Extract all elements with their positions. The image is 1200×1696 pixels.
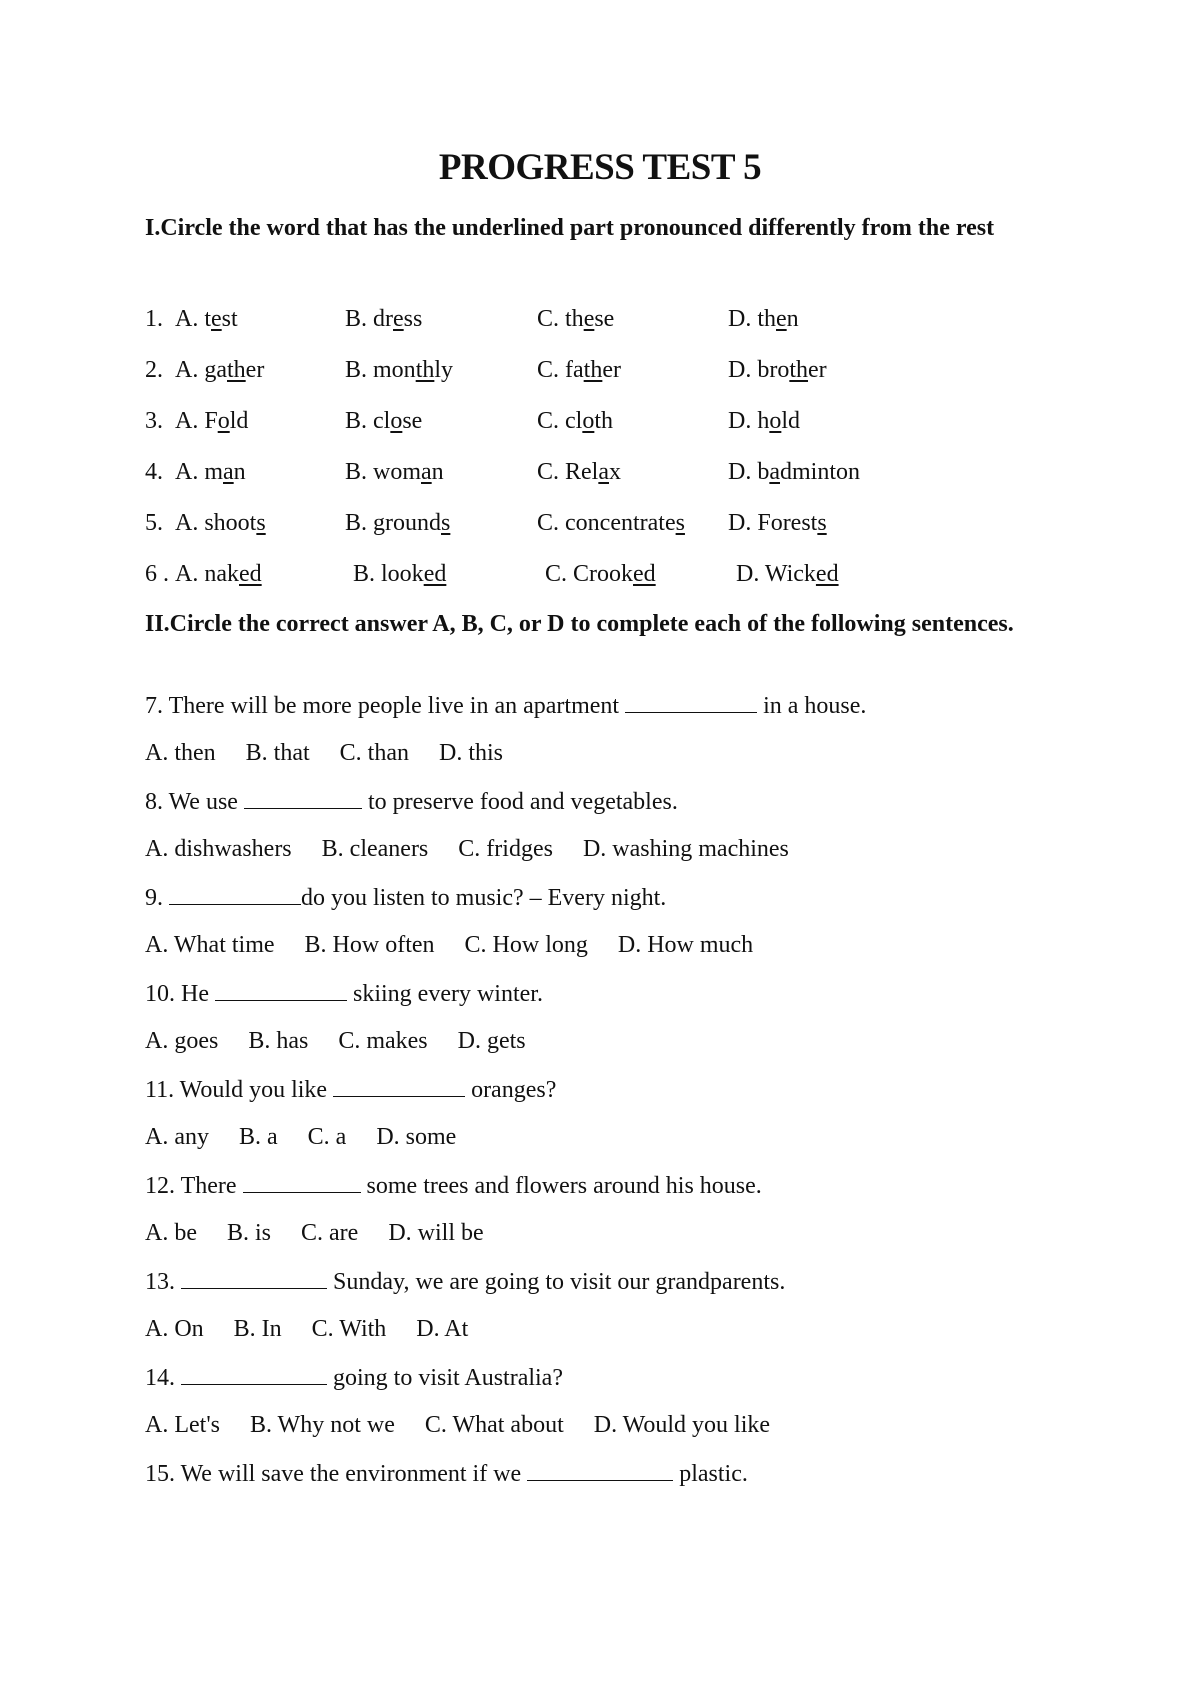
word-part: ld (229, 408, 249, 434)
answer-option[interactable]: B. has (248, 1028, 309, 1054)
question-sentence (145, 882, 1105, 913)
word-part: n (431, 459, 444, 485)
underlined-part: a (598, 459, 609, 485)
word-part: fa (565, 357, 584, 383)
answer-option[interactable]: D. Would you like (593, 1412, 771, 1438)
answer-option[interactable] (537, 355, 621, 385)
underlined-part: ed (815, 561, 839, 587)
answer-option[interactable] (345, 457, 444, 487)
answer-option[interactable] (345, 355, 453, 385)
answer-options (145, 738, 1105, 768)
option-letter: A. (175, 561, 205, 587)
option-letter: B. (345, 306, 374, 332)
option-letter: A. (175, 306, 205, 332)
answer-option[interactable] (728, 508, 827, 538)
word-part: Wick (764, 561, 816, 587)
answer-option[interactable] (175, 508, 266, 538)
answer-option[interactable] (175, 304, 238, 334)
sentence-end: skiing every winter. (346, 981, 543, 1007)
word-part: er (602, 357, 621, 383)
option-letter: D. (728, 306, 758, 332)
word-part: t (204, 306, 212, 332)
sentence-start: 14. (145, 1365, 181, 1391)
answer-option[interactable]: B. In (233, 1316, 282, 1342)
option-letter: B. (345, 357, 374, 383)
word-part: se (594, 306, 615, 332)
option-letter: B. (353, 561, 382, 587)
word-part: shoot (204, 510, 257, 536)
option-letter: D. (728, 510, 758, 536)
sentence-end: plastic. (673, 1461, 748, 1487)
sentence-end: to preserve food and vegetables. (361, 789, 678, 815)
underlined-part: th (415, 357, 435, 383)
option-letter: B. (345, 459, 374, 485)
answer-option[interactable]: C. With (311, 1316, 387, 1342)
question-sentence (145, 1362, 1105, 1393)
answer-option[interactable] (175, 457, 246, 487)
underlined-part: a (421, 459, 432, 485)
question-sentence (145, 1266, 1105, 1297)
sentence-start: 12. There (145, 1173, 243, 1199)
underlined-part: e (583, 306, 595, 332)
word-part: th (757, 306, 777, 332)
underlined-part: s (441, 510, 451, 536)
word-part: se (402, 408, 423, 434)
word-part: F (204, 408, 218, 434)
option-letter: A. (175, 357, 205, 383)
answer-option[interactable] (345, 406, 422, 436)
sentence-start: 9. (145, 885, 169, 911)
answer-option[interactable]: C. a (307, 1124, 347, 1150)
question-number: 4. (145, 459, 163, 485)
question-sentence (145, 1458, 1105, 1489)
option-letter: B. (345, 510, 374, 536)
answer-options (145, 1410, 1105, 1440)
answer-option[interactable] (537, 406, 613, 436)
answer-option[interactable] (736, 559, 839, 589)
word-part: ly (434, 357, 454, 383)
answer-option[interactable]: A. then (145, 740, 216, 766)
sentence-start: 15. We will save the environment if we (145, 1461, 528, 1487)
section-1-heading: I.Circle the word that has the underlined part pronounced differently from the rest (145, 215, 995, 241)
underlined-part: s (675, 510, 685, 536)
word-part: er (245, 357, 265, 383)
underlined-part: ed (239, 561, 262, 587)
sentence-start: 7. There will be more people live in an apartment (145, 693, 626, 719)
answer-blank[interactable] (333, 1074, 465, 1097)
sentence-end: oranges? (465, 1077, 557, 1103)
option-letter: C. (537, 357, 566, 383)
answer-option[interactable]: B. cleaners (321, 836, 429, 862)
word-part: er (808, 357, 827, 383)
question-sentence (145, 978, 1105, 1009)
underlined-part: th (583, 357, 603, 383)
page-title: PROGRESS TEST 5 (438, 147, 762, 188)
underlined-part: o (582, 408, 595, 434)
answer-blank[interactable] (244, 786, 362, 809)
word-part: x (609, 459, 621, 485)
word-part: b (757, 459, 770, 485)
answer-option[interactable] (175, 559, 262, 589)
option-letter: C. (537, 459, 566, 485)
word-part: st (221, 306, 238, 332)
question-number: 3. (145, 408, 163, 434)
word-part: nak (204, 561, 239, 587)
underlined-part: o (769, 408, 782, 434)
answer-options (145, 1026, 1105, 1056)
word-part: n (233, 459, 246, 485)
answer-option[interactable] (545, 559, 656, 589)
answer-option[interactable]: A. goes (145, 1028, 219, 1054)
word-part: dr (373, 306, 394, 332)
option-letter: D. (728, 357, 758, 383)
word-part: cl (373, 408, 391, 434)
answer-option[interactable]: D. How much (617, 932, 754, 958)
option-letter: D. (736, 561, 765, 587)
underlined-part: th (789, 357, 809, 383)
answer-option[interactable]: A. Let's (145, 1412, 220, 1438)
question-sentence (145, 786, 1105, 817)
word-part: m (204, 459, 224, 485)
underlined-part: ed (423, 561, 447, 587)
answer-option[interactable] (537, 304, 614, 334)
underlined-part: th (227, 357, 246, 383)
word-part: mon (373, 357, 416, 383)
underlined-part: o (390, 408, 403, 434)
option-letter: D. (728, 408, 758, 434)
word-part: ga (204, 357, 227, 383)
answer-option[interactable]: D. At (416, 1316, 469, 1342)
answer-option[interactable]: D. this (438, 740, 503, 766)
word-part: ld (781, 408, 801, 434)
word-part: bro (757, 357, 790, 383)
section-2-heading: II.Circle the correct answer A, B, C, or D to complete each of the following sentences. (145, 611, 1014, 637)
answer-option[interactable] (537, 508, 685, 538)
answer-option[interactable]: A. dishwashers (145, 836, 292, 862)
answer-option[interactable]: B. Why not we (249, 1412, 395, 1438)
answer-option[interactable]: C. What about (424, 1412, 564, 1438)
answer-option[interactable] (345, 304, 422, 334)
word-part: cl (565, 408, 583, 434)
answer-option[interactable]: A. What time (145, 932, 275, 958)
answer-option[interactable]: D. gets (457, 1028, 526, 1054)
answer-option[interactable]: C. are (301, 1220, 359, 1246)
answer-blank[interactable] (243, 1170, 361, 1193)
answer-option[interactable] (175, 355, 264, 385)
option-letter: A. (175, 408, 205, 434)
sentence-end: in a house. (757, 693, 867, 719)
option-letter: C. (545, 561, 574, 587)
underlined-part: o (217, 408, 230, 434)
option-letter: C. (537, 510, 566, 536)
question-number: 1. (145, 306, 163, 332)
answer-option[interactable]: D. washing machines (582, 836, 789, 862)
sentence-start: 13. (145, 1269, 181, 1295)
answer-option[interactable]: A. any (145, 1124, 209, 1150)
sentence-start: 11. Would you like (145, 1077, 334, 1103)
answer-option[interactable]: B. that (245, 740, 310, 766)
answer-option[interactable] (537, 457, 621, 487)
sentence-end: some trees and flowers around his house. (360, 1173, 762, 1199)
answer-blank[interactable] (169, 882, 301, 905)
word-part: n (786, 306, 799, 332)
answer-options (145, 1122, 1105, 1152)
question-number: 2. (145, 357, 163, 383)
underlined-part: s (256, 510, 266, 536)
answer-blank[interactable] (181, 1362, 327, 1385)
word-part: look (381, 561, 424, 587)
answer-option[interactable]: B. a (238, 1124, 278, 1150)
answer-option[interactable] (728, 406, 800, 436)
sentence-start: 8. We use (145, 789, 244, 815)
sentence-start: 10. He (145, 981, 215, 1007)
word-part: ground (373, 510, 442, 536)
answer-blank[interactable] (527, 1458, 673, 1481)
answer-option[interactable]: A. On (145, 1316, 204, 1342)
word-part: th (565, 306, 584, 332)
word-part: Forest (757, 510, 818, 536)
answer-options (145, 930, 1105, 960)
word-part: ss (403, 306, 423, 332)
option-letter: C. (537, 408, 566, 434)
answer-option[interactable]: C. fridges (458, 836, 553, 862)
answer-blank[interactable] (215, 978, 347, 1001)
question-number: 6 . (145, 561, 169, 587)
question-sentence (145, 690, 1105, 721)
underlined-part: a (223, 459, 234, 485)
option-letter: A. (175, 459, 205, 485)
answer-option[interactable]: D. some (376, 1124, 457, 1150)
answer-option[interactable] (728, 355, 827, 385)
question-sentence (145, 1074, 1105, 1105)
underlined-part: a (769, 459, 780, 485)
option-letter: D. (728, 459, 758, 485)
word-part: Rel (565, 459, 599, 485)
word-part: h (757, 408, 770, 434)
answer-options (145, 1218, 1105, 1248)
answer-blank[interactable] (625, 690, 757, 713)
answer-options (145, 834, 1105, 864)
answer-option[interactable]: C. than (339, 740, 409, 766)
answer-option[interactable]: B. is (226, 1220, 271, 1246)
option-letter: A. (175, 510, 205, 536)
underlined-part: ed (633, 561, 656, 587)
answer-option[interactable] (175, 406, 248, 436)
answer-options (145, 1314, 1105, 1344)
question-sentence (145, 1170, 1105, 1201)
underlined-part: e (776, 306, 787, 332)
underlined-part: e (393, 306, 404, 332)
word-part: wom (373, 459, 422, 485)
word-part: th (594, 408, 614, 434)
sentence-end: do you listen to music? – Every night. (301, 885, 667, 911)
underlined-part: e (211, 306, 222, 332)
option-letter: C. (537, 306, 566, 332)
question-number: 5. (145, 510, 163, 536)
answer-option[interactable]: C. makes (338, 1028, 428, 1054)
answer-option[interactable]: D. will be (388, 1220, 484, 1246)
word-part: dminton (780, 459, 861, 485)
answer-option[interactable]: C. How long (464, 932, 588, 958)
option-letter: B. (345, 408, 374, 434)
answer-blank[interactable] (181, 1266, 327, 1289)
answer-option[interactable] (353, 559, 446, 589)
sentence-end: going to visit Australia? (327, 1365, 563, 1391)
answer-option[interactable]: B. How often (304, 932, 435, 958)
answer-option[interactable] (728, 457, 860, 487)
word-part: Crook (573, 561, 634, 587)
sentence-end: Sunday, we are going to visit our grandparents. (327, 1269, 786, 1295)
answer-option[interactable] (728, 304, 799, 334)
answer-option[interactable]: A. be (145, 1220, 197, 1246)
word-part: concentrate (565, 510, 676, 536)
answer-option[interactable] (345, 508, 450, 538)
underlined-part: s (817, 510, 827, 536)
